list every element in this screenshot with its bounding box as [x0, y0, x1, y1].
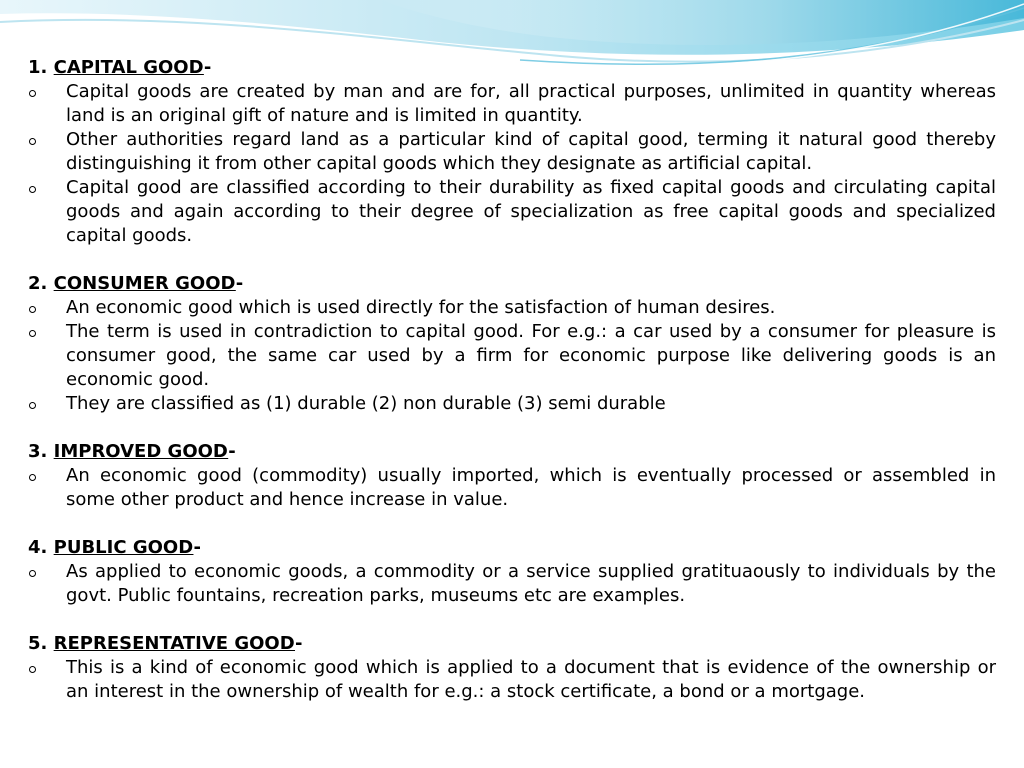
circle-bullet-icon	[29, 90, 36, 97]
section-title-suffix: -	[193, 537, 201, 558]
section-title: REPRESENTATIVE GOOD	[53, 633, 296, 654]
list-item	[28, 80, 996, 128]
section-5	[28, 632, 996, 704]
list-item-text: The term is used in contradiction to capital good. For e.g.: a car used by a consumer for pleasure is consumer good, the same car used by a firm for economic purpose like delivering goods is an economic good.	[66, 321, 996, 390]
list-item-text: An economic good (commodity) usually imported, which is eventually processed or assembled in some other product and hence increase in value.	[66, 465, 996, 510]
list-item-text: Capital good are classified according to their durability as fixed capital goods and circulating capital goods and again according to their degree of specialization as free capital goods and specialized capital goods.	[66, 177, 996, 246]
bullet-list	[28, 464, 996, 512]
section-title: CAPITAL GOOD	[53, 57, 204, 78]
circle-bullet-icon	[29, 570, 36, 577]
section-number: 2.	[28, 273, 54, 294]
circle-bullet-icon	[29, 186, 36, 193]
circle-bullet-icon	[29, 474, 36, 481]
section-3	[28, 440, 996, 512]
section-title: CONSUMER GOOD	[53, 273, 236, 294]
bullet-list	[28, 656, 996, 704]
section-heading	[28, 56, 996, 80]
circle-bullet-icon	[29, 666, 36, 673]
section-number: 4.	[28, 537, 54, 558]
section-number: 5.	[28, 633, 54, 654]
section-title-suffix: -	[203, 57, 212, 78]
list-item-text: An economic good which is used directly for the satisfaction of human desires.	[66, 297, 776, 318]
section-title: IMPROVED GOOD	[53, 441, 229, 462]
section-2	[28, 272, 996, 416]
list-item	[28, 464, 996, 512]
list-item-text: As applied to economic goods, a commodity or a service supplied gratituaously to individuals by the govt. Public fountains, recreation parks, museums etc are examples.	[66, 561, 996, 606]
section-title: PUBLIC GOOD	[53, 537, 194, 558]
list-item	[28, 176, 996, 248]
bullet-list	[28, 296, 996, 416]
section-title-suffix: -	[235, 273, 244, 294]
list-item-text: Capital goods are created by man and are for, all practical purposes, unlimited in quantity whereas land is an original gift of nature and is limited in quantity.	[66, 81, 996, 126]
list-item-text: They are classified as (1) durable (2) non durable (3) semi durable	[66, 393, 666, 414]
section-1	[28, 56, 996, 248]
list-item	[28, 296, 996, 320]
section-title-suffix: -	[228, 441, 236, 462]
list-item	[28, 560, 996, 608]
list-item-text: This is a kind of economic good which is applied to a document that is evidence of the ownership or an interest in the ownership of wealth for e.g.: a stock certificate, a bond or a mortgage.	[66, 657, 996, 702]
list-item-text: Other authorities regard land as a particular kind of capital good, terming it natural good thereby distinguishing it from other capital goods which they designate as artificial capital.	[66, 129, 996, 174]
circle-bullet-icon	[29, 402, 36, 409]
section-heading	[28, 536, 996, 560]
section-heading	[28, 440, 996, 464]
slide-content	[28, 56, 996, 728]
list-item	[28, 128, 996, 176]
circle-bullet-icon	[29, 138, 36, 145]
section-4	[28, 536, 996, 608]
circle-bullet-icon	[29, 306, 36, 313]
section-title-suffix: -	[295, 633, 303, 654]
bullet-list	[28, 560, 996, 608]
section-number: 1.	[28, 57, 54, 78]
section-number: 3.	[28, 441, 54, 462]
list-item	[28, 320, 996, 392]
circle-bullet-icon	[29, 330, 36, 337]
section-heading	[28, 272, 996, 296]
list-item	[28, 392, 996, 416]
section-heading	[28, 632, 996, 656]
bullet-list	[28, 80, 996, 248]
list-item	[28, 656, 996, 704]
